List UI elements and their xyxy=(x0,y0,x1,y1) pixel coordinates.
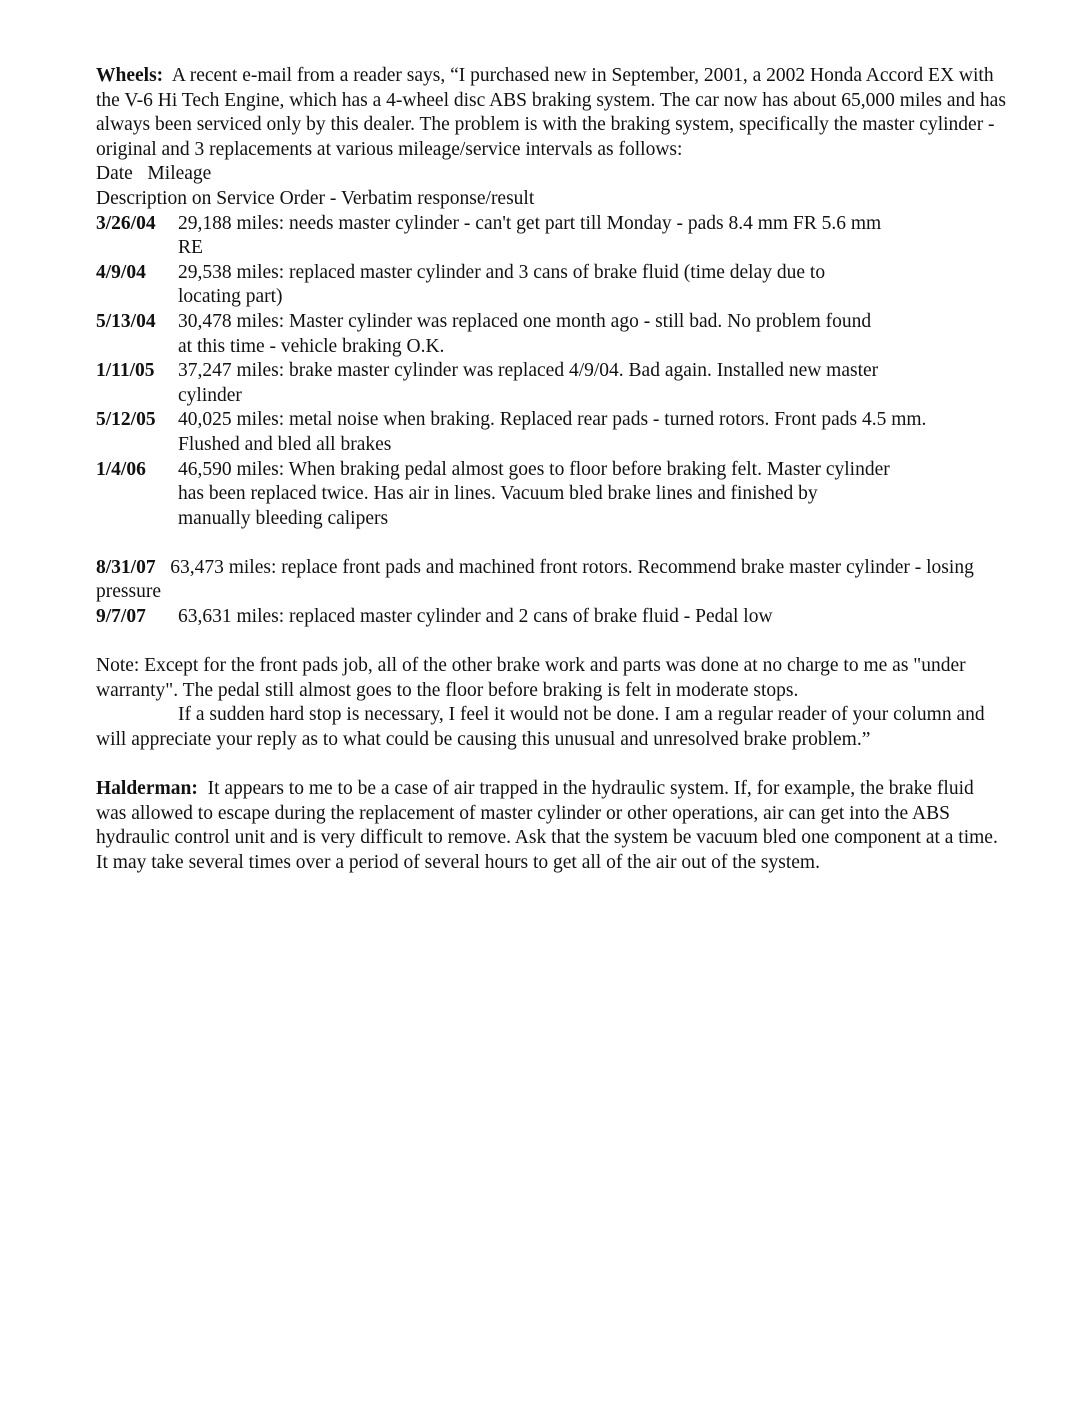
service-entry-text: 63,631 miles: replaced master cylinder and 2 cans of brake fluid - Pedal low xyxy=(178,606,773,628)
service-entry xyxy=(96,359,1006,408)
table-header-date-mileage: Date Mileage xyxy=(96,163,212,185)
spacer xyxy=(96,531,1006,556)
service-entry-date: 4/9/04 xyxy=(96,261,146,283)
service-entry-2007-b xyxy=(96,605,1006,630)
wheels-label: Wheels: xyxy=(96,65,164,86)
service-entry-2007-a xyxy=(96,556,1006,605)
service-entry-text: 29,538 miles: replaced master cylinder and 3 cans of brake fluid (time delay due to locating part) xyxy=(178,261,826,308)
service-entry-date: 1/4/06 xyxy=(96,458,146,480)
service-entry-text: 29,188 miles: needs master cylinder - can't get part till Monday - pads 8.4 mm FR 5.6 mm RE xyxy=(178,212,882,259)
service-entry xyxy=(96,212,1006,261)
service-entry-date: 5/13/04 xyxy=(96,310,156,332)
spacer xyxy=(96,753,1006,778)
spacer xyxy=(96,630,1006,655)
table-header-description: Description on Service Order - Verbatim response/result xyxy=(96,187,535,209)
service-entry-text: 40,025 miles: metal noise when braking. Replaced rear pads - turned rotors. Front pads 4.5 mm. Flushed and bled all brakes xyxy=(178,409,927,455)
closing-paragraph: If a sudden hard stop is necessary, I feel it would not be done. I am a regular reader of your column and will appreciate your reply as to what could be causing this unusual and unresolved brake problem.” xyxy=(96,704,985,751)
service-entry-date: 3/26/04 xyxy=(96,212,156,234)
letter-intro-text: A recent e-mail from a reader says, “I purchased new in September, 2001, a 2002 Honda Accord EX with the V-6 Hi Tech Engine, which has a 4-wheel disc ABS braking system. The car now has about 65,000 miles and has always been serviced only by this dealer. The problem is with the braking system, specifically the master cylinder - original and 3 replacements at various mileage/service intervals as follows: xyxy=(96,65,1006,160)
letter-intro xyxy=(96,64,1006,162)
service-entry-text: 63,473 miles: replace front pads and machined front rotors. Recommend brake master cylinder - losing pressure xyxy=(96,556,974,603)
service-entry-date: 1/11/05 xyxy=(96,360,155,382)
service-entry-text: 37,247 miles: brake master cylinder was replaced 4/9/04. Bad again. Installed new master cylinder xyxy=(178,360,879,406)
service-entry-date: 8/31/07 xyxy=(96,556,156,578)
note-paragraph: Note: Except for the front pads job, all of the other brake work and parts was done at no charge to me as "under warranty". The pedal still almost goes to the floor before braking is felt in moderate stops. xyxy=(96,655,966,701)
reply-text: It appears to me to be a case of air trapped in the hydraulic system. If, for example, the brake fluid was allowed to escape during the replacement of master cylinder or other operations, air can get into the ABS hydraulic control unit and is very difficult to remove. Ask that the system be vacuum bled one component at a time. It may take several times over a period of several hours to get all of the air out of the system. xyxy=(96,778,998,873)
service-entry xyxy=(96,261,1006,310)
service-entry xyxy=(96,310,1006,359)
halderman-label: Halderman: xyxy=(96,778,198,800)
reply-paragraph xyxy=(96,777,1006,875)
service-entry-date: 5/12/05 xyxy=(96,409,156,431)
service-entry xyxy=(96,408,1006,457)
document-page xyxy=(96,64,1006,876)
service-entry-text: 46,590 miles: When braking pedal almost goes to floor before braking felt. Master cylinder has been replaced twice. Has air in lines. Vacuum bled brake lines and finished by manually bleeding calipers xyxy=(178,458,890,529)
service-entry-date: 9/7/07 xyxy=(96,606,146,628)
service-entry-text: 30,478 miles: Master cylinder was replaced one month ago - still bad. No problem found at this time - vehicle braking O.K. xyxy=(178,310,872,357)
service-entry xyxy=(96,458,1006,532)
